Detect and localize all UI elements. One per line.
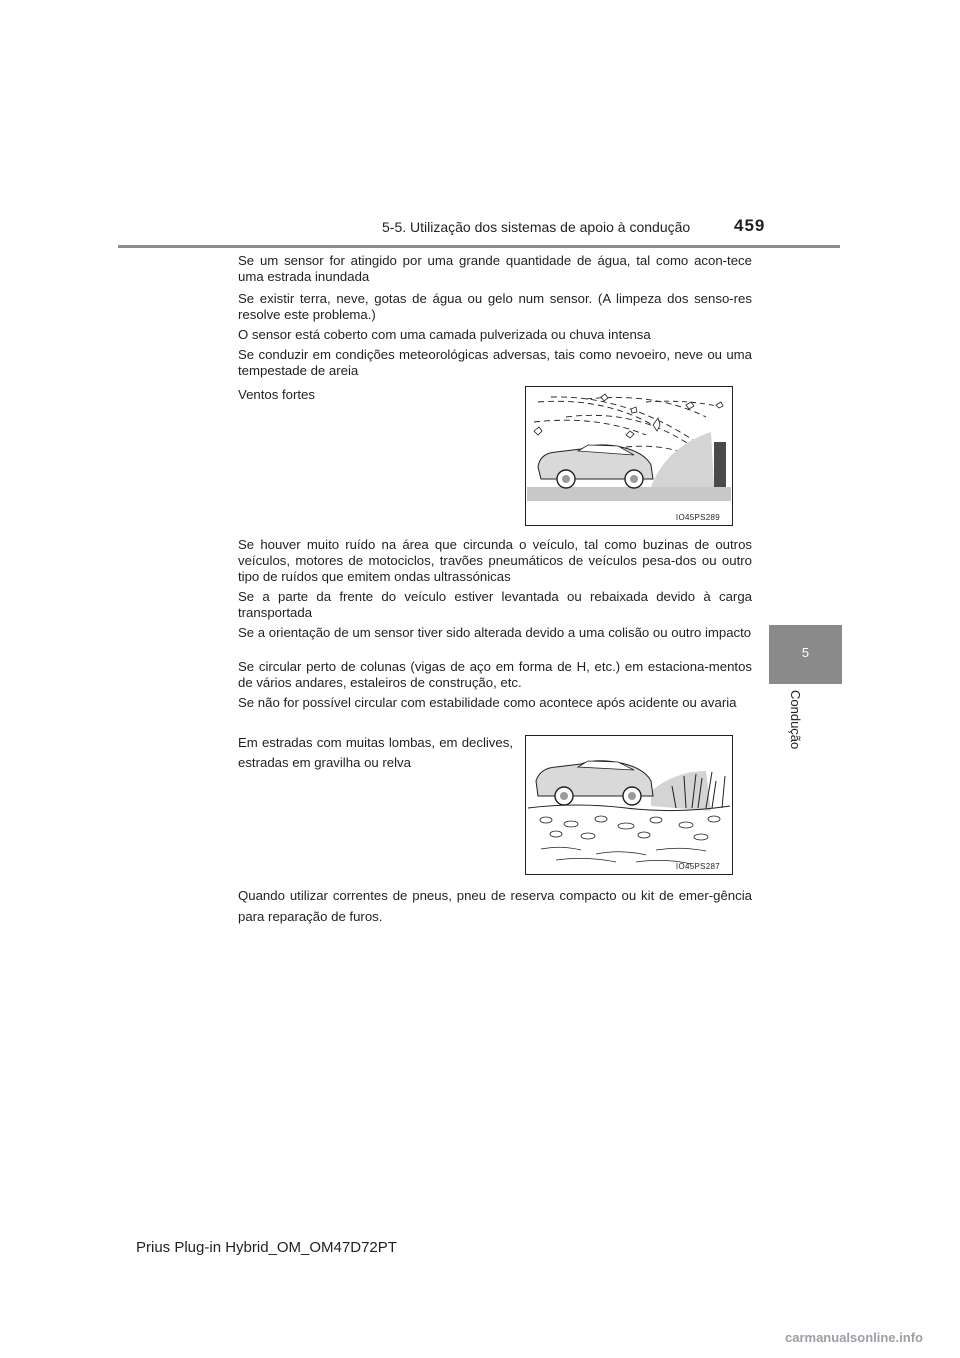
section-title: 5-5. Utilização dos sistemas de apoio à condução — [382, 219, 691, 235]
paragraph: Se houver muito ruído na área que circunda o veículo, tal como buzinas de outros veículos, motores de motociclos, travões pneumáticos de veículos pesa-dos ou outro tipo de ruídos que emitem ondas ultrassónicas — [238, 537, 752, 584]
paragraph: Se existir terra, neve, gotas de água ou gelo num sensor. (A limpeza dos senso-res resolve este problema.) — [238, 291, 752, 322]
figure-rough-road — [525, 735, 733, 875]
paragraph: O sensor está coberto com uma camada pulverizada ou chuva intensa — [238, 327, 651, 342]
paragraph: Se não for possível circular com estabilidade como acontece após acidente ou avaria — [238, 695, 737, 710]
chapter-tab[interactable] — [769, 625, 842, 684]
chapter-number: 5 — [801, 645, 810, 660]
chapter-label-text: Condução — [788, 690, 803, 750]
watermark: carmanualsonline.info — [785, 1330, 923, 1345]
header-divider — [118, 245, 840, 248]
figure-code: IO45PS289 — [675, 513, 720, 522]
rough-road-illustration — [526, 736, 732, 874]
paragraph: Em estradas com muitas lombas, em declives, estradas em gravilha ou relva — [238, 735, 513, 770]
ground — [527, 487, 731, 501]
page-number: 459 — [734, 216, 766, 235]
document-id: Prius Plug-in Hybrid_OM_OM47D72PT — [136, 1239, 397, 1256]
paragraph: Ventos fortes — [238, 387, 315, 402]
paragraph: Se circular perto de colunas (vigas de aço em forma de H, etc.) em estaciona-mentos de vários andares, estaleiros de construção, etc. — [238, 659, 752, 690]
paragraph: Se a orientação de um sensor tiver sido alterada devido a uma colisão ou outro impacto — [238, 625, 752, 640]
paragraph: Quando utilizar correntes de pneus, pneu de reserva compacto ou kit de emer-gência para reparação de furos. — [238, 888, 752, 924]
chapter-label — [788, 690, 808, 760]
paragraph: Se um sensor for atingido por uma grande quantidade de água, tal como acon-tece uma estrada inundada — [238, 253, 752, 284]
figure-wind — [525, 386, 733, 526]
paragraph: Se a parte da frente do veículo estiver levantada ou rebaixada devido à carga transportada — [238, 589, 752, 620]
wind-illustration — [526, 387, 732, 525]
wall-obstacle — [714, 442, 726, 487]
figure-code: IO45PS287 — [675, 862, 720, 871]
paragraph: Se conduzir em condições meteorológicas adversas, tais como nevoeiro, neve ou uma tempestade de areia — [238, 347, 752, 378]
